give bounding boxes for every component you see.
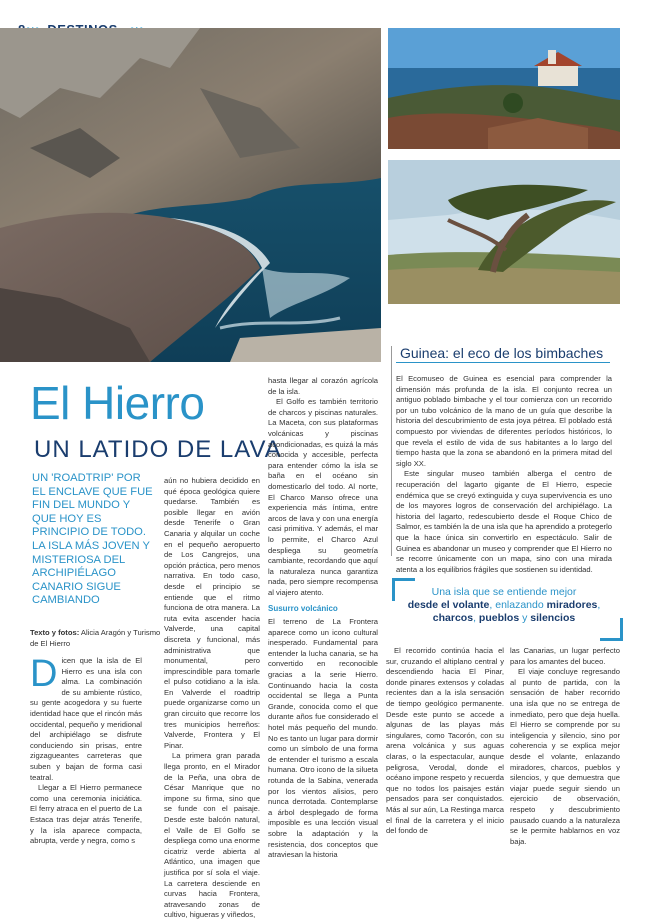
body-paragraph: hasta llegar al corazón agrícola de la isla. (268, 376, 378, 396)
pull-quote: Una isla que se entiende mejor desde el volante, enlazando miradores, charcos, pueblos y silencios (407, 586, 601, 624)
sidebar-body (396, 374, 612, 575)
body-paragraph: Llegar a El Hierro permanece como una ceremonia iniciática. El ferry atraca en el puerto de La Estaca tras dejar atrás Tenerife, y la isla aparece compacta, abrupta, verde y negra, como s (30, 783, 142, 846)
sidebar-title: Guinea: el eco de los bimbaches (400, 345, 604, 361)
credits-label: Texto y fotos: (30, 628, 80, 637)
article-title: El Hierro (30, 377, 205, 429)
sabina-tree-photo (388, 160, 620, 304)
beach-photo (0, 28, 381, 362)
body-column-4 (386, 646, 504, 837)
body-paragraph: aún no hubiera decidido en qué época geológica quiere quedarse. También es posible llegar en avión desde Tenerife o Gran Canaria y alquilar un coche en el pequeño aeropuerto de Los Cangrejos, una opción práctica, pero menos narrativa. En todo caso, desde el principio se entiende que el ritmo funciona de otra manera. La ruta evita ascender hacia Valverde, una capital discreta y funcional, más administrativa que monumental, pero imprescindible para tomarle el pulso cotidiano a la isla. En Valverde el roadtrip puede organizarse como un gran circuito que recorre los tres municipios herreños: Valverde, Frontera y El Pinar. (164, 476, 260, 750)
body-column-3 (268, 376, 378, 860)
body-paragraph: El viaje concluye regresando al punto de partida, con la sensación de haber recorrido una isla que no se entrega de inmediato, pero que deja huella. El Hierro se comprende por su inteligencia y silencio, sino por coherencia y se explica mejor desde el volante, enlazando miradores, charcos, pueblos y silencios, y que demuestra que viajar puede seguir siendo un ejercicio de observación, respeto y descubrimiento pausado cuando a la naturaleza se le permite hablarnos en voz baja. (510, 667, 620, 846)
body-paragraph: El recorrido continúa hacia el sur, cruzando el altiplano central y descendiendo hacia El Pinar, donde pinares extensos y coladas recientes dan a la isla sensación de tiempo geológico permanente. Desde este punto se accede a algunas de las playas más singulares, como Tacorón, con su arena volcánica y sus aguas claras, o la espectacular, aunque peligrosa, Verodal, donde el océano impone respeto y recuerda que no todos los paisajes están pensados para ser conquistados. Más al sur aún, La Restinga marca el final de la carretera y el inicio del fondo de (386, 646, 504, 836)
body-column-5 (510, 646, 620, 847)
sidebar-paragraph: El Ecomuseo de Guinea es esencial para comprender la dimensión más profunda de la isla. El conjunto recrea un antiguo poblado bimbache y el tour comienza con un recorrido por un tubo volcánico de la mano de un guía que describe la historia del descubrimiento de esta joya pétrea. El poblado está compuesto por viviendas de diferentes períodos históricos, lo que revela el estilo de vida de sus habitantes a lo largo del tiempo hasta que la zona se abandonó en la primera mitad del siglo XX. (396, 374, 612, 468)
drop-cap: D (30, 653, 58, 695)
article-credits (30, 627, 170, 649)
article-subtitle: UN LATIDO DE LAVA (34, 436, 282, 463)
body-paragraph: las Canarias, un lugar perfecto para los amantes del buceo. (510, 646, 620, 666)
body-paragraph: El Golfo es también territorio de charcos y piscinas naturales. La Maceta, con sus plataformas volcánicas y piscinas acondicionadas, es quizá la más conocida y accesible, perfecta para entender cómo la isla se baña en el océano sin domesticarlo del todo. Al norte, El Charco Manso ofrece una experiencia más íntima, entre arcos de lava y con una energía casi primitiva. Y además, el mar lo permite, el Charco Azul despliega su geometría cambiante, recordando que aquí la naturaleza nunca garantiza nada, pero siempre recompensa al viajero atento. (268, 397, 378, 597)
church-photo (388, 28, 620, 149)
sidebar-divider (391, 346, 392, 556)
credits-names: Alicia Aragón y Turismo de El Hierro (30, 628, 161, 648)
article-lead: UN 'ROADTRIP' POR EL ENCLAVE QUE FUE FIN DEL MUNDO Y QUE HOY ES PRINCIPIO DE TODO. LA ISLA MÁS JOVEN Y MISTERIOSA DEL ARCHIPIÉLAGO CANARIO SIGUE CAMBIANDO (32, 472, 153, 607)
section-heading: Susurro volcánico (268, 604, 338, 614)
body-paragraph: El terreno de La Frontera aparece como un icono cultural inesperado. Fundamental para entender la lucha canaria, se ha convertido en reconocible gracias a la serie Hierro. Continuando hacia la costa occidental se llega a Punta Grande, conocida como el que durante años fue considerado el hotel más pequeño del mundo. No es tanto un lugar para dormir como un símbolo de una forma de entender el turismo a escala humana. Otro icono de la silueta rotunda de la Sabina, venerada por los vientos alisios, pero nunca derrotada. Contemplarse a árbol desplegado de forma imposible es una lección visual sobre la adaptación y la resistencia, dos conceptos que atraviesan la historia (268, 617, 378, 860)
sidebar-rule (396, 362, 610, 363)
body-column-1 (30, 653, 142, 847)
body-paragraph: Dicen que la isla de El Hierro es una isla con alma. La combinación de su ambiente rústico, su gente acogedora y su fuerte identidad hace que el rincón más occidental, pequeño y meridional del archipiélago se disfrute conduciendo sin prisas, entre zigzagueantes carreteras que suben y bajan de forma casi teatral. (30, 653, 142, 782)
sidebar-paragraph: Este singular museo también alberga el centro de recuperación del lagarto gigante de El Hierro, especie endémica que se creyó extinguida y cuya supervivencia es uno de los mayores logros de conservación del archipiélago. La historia del lagarto, redescubierto desde el Roque Chico de Salmor, es también la de una isla que ha aprendido a protegerlo que la hace única sin convertirlo en espectáculo. Salir de Guinea es abandonar un museo y comprender que El Hierro no se recorre únicamente con un mapa, sino con una mirada atenta a los equilibrios frágiles que sostienen su identidad. (396, 469, 612, 574)
body-paragraph: La primera gran parada llega pronto, en el Mirador de la Peña, una obra de César Manrique que no impone su firma, sino que se funde con el paisaje. Desde este balcón natural, el Valle de El Golfo se despliega como una enorme cicatriz verde abierta al Atlántico, una imagen que justifica por sí sola el viaje. La carretera desciende en curvas hacia Frontera, atravesando zonas de cultivo, higueras y viñedos, (164, 751, 260, 920)
body-column-2 (164, 476, 260, 920)
